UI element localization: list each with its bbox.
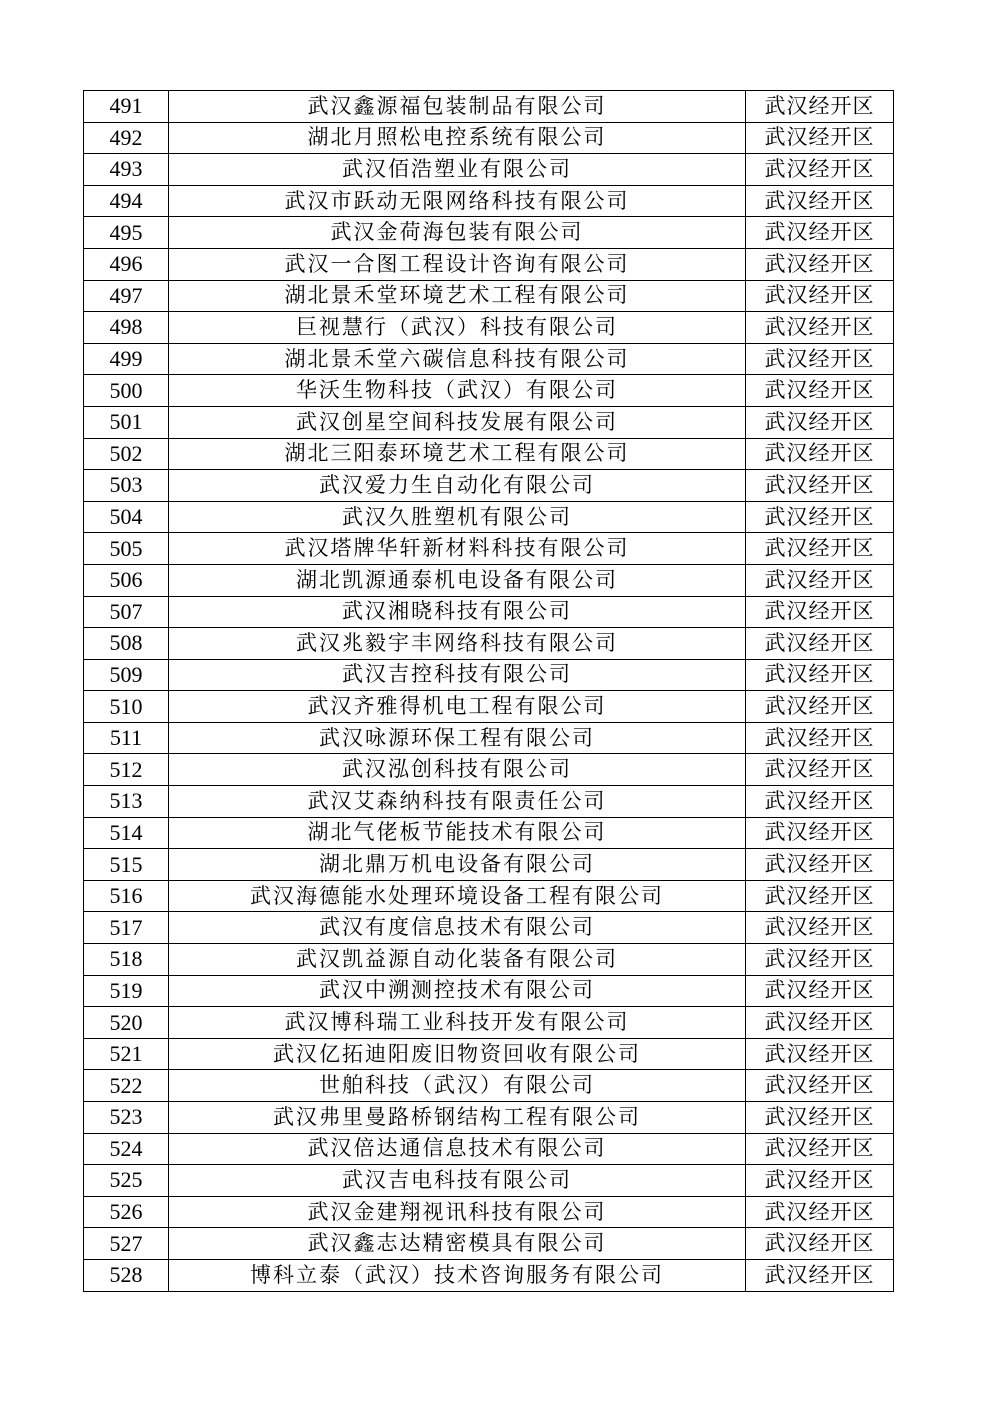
district-cell: 武汉经开区 bbox=[746, 91, 894, 123]
table-row bbox=[84, 343, 894, 375]
table-row bbox=[84, 1133, 894, 1165]
district-cell: 武汉经开区 bbox=[746, 944, 894, 976]
company-name-cell: 武汉一合图工程设计咨询有限公司 bbox=[169, 248, 746, 280]
table-row bbox=[84, 1102, 894, 1134]
row-number-cell: 522 bbox=[84, 1070, 169, 1102]
row-number-cell: 525 bbox=[84, 1165, 169, 1197]
company-name-cell: 武汉湘晓科技有限公司 bbox=[169, 596, 746, 628]
company-name-cell: 华沃生物科技（武汉）有限公司 bbox=[169, 375, 746, 407]
row-number-cell: 498 bbox=[84, 312, 169, 344]
district-cell: 武汉经开区 bbox=[746, 1102, 894, 1134]
company-name-cell: 武汉亿拓迪阳废旧物资回收有限公司 bbox=[169, 1038, 746, 1070]
row-number-cell: 510 bbox=[84, 691, 169, 723]
company-name-cell: 武汉金建翔视讯科技有限公司 bbox=[169, 1196, 746, 1228]
table-row bbox=[84, 596, 894, 628]
company-name-cell: 湖北月照松电控系统有限公司 bbox=[169, 122, 746, 154]
table-row bbox=[84, 470, 894, 502]
district-cell: 武汉经开区 bbox=[746, 659, 894, 691]
row-number-cell: 528 bbox=[84, 1259, 169, 1291]
company-list-table bbox=[83, 90, 894, 1292]
district-cell: 武汉经开区 bbox=[746, 1038, 894, 1070]
company-name-cell: 巨视慧行（武汉）科技有限公司 bbox=[169, 312, 746, 344]
row-number-cell: 503 bbox=[84, 470, 169, 502]
company-name-cell: 世舶科技（武汉）有限公司 bbox=[169, 1070, 746, 1102]
row-number-cell: 502 bbox=[84, 438, 169, 470]
table-row bbox=[84, 1007, 894, 1039]
table-row bbox=[84, 912, 894, 944]
district-cell: 武汉经开区 bbox=[746, 1070, 894, 1102]
table-row bbox=[84, 217, 894, 249]
district-cell: 武汉经开区 bbox=[746, 817, 894, 849]
row-number-cell: 506 bbox=[84, 564, 169, 596]
company-name-cell: 湖北景禾堂环境艺术工程有限公司 bbox=[169, 280, 746, 312]
district-cell: 武汉经开区 bbox=[746, 1007, 894, 1039]
company-name-cell: 武汉创星空间科技发展有限公司 bbox=[169, 406, 746, 438]
table-row bbox=[84, 248, 894, 280]
row-number-cell: 518 bbox=[84, 944, 169, 976]
table-row bbox=[84, 564, 894, 596]
company-name-cell: 武汉齐雅得机电工程有限公司 bbox=[169, 691, 746, 723]
district-cell: 武汉经开区 bbox=[746, 185, 894, 217]
table-row bbox=[84, 849, 894, 881]
table-row bbox=[84, 91, 894, 123]
table-row bbox=[84, 817, 894, 849]
table-row bbox=[84, 754, 894, 786]
company-name-cell: 武汉倍达通信息技术有限公司 bbox=[169, 1133, 746, 1165]
company-name-cell: 武汉吉电科技有限公司 bbox=[169, 1165, 746, 1197]
table-row bbox=[84, 533, 894, 565]
company-name-cell: 武汉泓创科技有限公司 bbox=[169, 754, 746, 786]
company-name-cell: 武汉鑫志达精密模具有限公司 bbox=[169, 1228, 746, 1260]
table-row bbox=[84, 1259, 894, 1291]
company-name-cell: 湖北景禾堂六碳信息科技有限公司 bbox=[169, 343, 746, 375]
company-name-cell: 武汉博科瑞工业科技开发有限公司 bbox=[169, 1007, 746, 1039]
district-cell: 武汉经开区 bbox=[746, 722, 894, 754]
row-number-cell: 495 bbox=[84, 217, 169, 249]
company-name-cell: 武汉弗里曼路桥钢结构工程有限公司 bbox=[169, 1102, 746, 1134]
company-name-cell: 湖北凯源通泰机电设备有限公司 bbox=[169, 564, 746, 596]
row-number-cell: 524 bbox=[84, 1133, 169, 1165]
table-row bbox=[84, 1165, 894, 1197]
table-row bbox=[84, 122, 894, 154]
company-name-cell: 武汉兆毅宇丰网络科技有限公司 bbox=[169, 628, 746, 660]
row-number-cell: 493 bbox=[84, 154, 169, 186]
district-cell: 武汉经开区 bbox=[746, 343, 894, 375]
table-row bbox=[84, 1038, 894, 1070]
row-number-cell: 526 bbox=[84, 1196, 169, 1228]
row-number-cell: 497 bbox=[84, 280, 169, 312]
district-cell: 武汉经开区 bbox=[746, 217, 894, 249]
table-row bbox=[84, 1070, 894, 1102]
row-number-cell: 517 bbox=[84, 912, 169, 944]
table-row bbox=[84, 944, 894, 976]
company-name-cell: 武汉凯益源自动化装备有限公司 bbox=[169, 944, 746, 976]
district-cell: 武汉经开区 bbox=[746, 501, 894, 533]
company-name-cell: 武汉塔牌华轩新材料科技有限公司 bbox=[169, 533, 746, 565]
company-name-cell: 武汉佰浩塑业有限公司 bbox=[169, 154, 746, 186]
company-name-cell: 武汉久胜塑机有限公司 bbox=[169, 501, 746, 533]
company-name-cell: 武汉艾森纳科技有限责任公司 bbox=[169, 786, 746, 818]
table-row bbox=[84, 154, 894, 186]
district-cell: 武汉经开区 bbox=[746, 375, 894, 407]
table-row bbox=[84, 691, 894, 723]
table-row bbox=[84, 786, 894, 818]
company-name-cell: 武汉咏源环保工程有限公司 bbox=[169, 722, 746, 754]
row-number-cell: 520 bbox=[84, 1007, 169, 1039]
company-name-cell: 武汉市跃动无限网络科技有限公司 bbox=[169, 185, 746, 217]
district-cell: 武汉经开区 bbox=[746, 1196, 894, 1228]
district-cell: 武汉经开区 bbox=[746, 1133, 894, 1165]
company-name-cell: 湖北气佬板节能技术有限公司 bbox=[169, 817, 746, 849]
company-name-cell: 武汉吉控科技有限公司 bbox=[169, 659, 746, 691]
row-number-cell: 491 bbox=[84, 91, 169, 123]
table-row bbox=[84, 880, 894, 912]
table-row bbox=[84, 280, 894, 312]
district-cell: 武汉经开区 bbox=[746, 1165, 894, 1197]
table-row bbox=[84, 375, 894, 407]
district-cell: 武汉经开区 bbox=[746, 975, 894, 1007]
row-number-cell: 512 bbox=[84, 754, 169, 786]
district-cell: 武汉经开区 bbox=[746, 1259, 894, 1291]
row-number-cell: 514 bbox=[84, 817, 169, 849]
row-number-cell: 504 bbox=[84, 501, 169, 533]
row-number-cell: 505 bbox=[84, 533, 169, 565]
district-cell: 武汉经开区 bbox=[746, 154, 894, 186]
district-cell: 武汉经开区 bbox=[746, 122, 894, 154]
district-cell: 武汉经开区 bbox=[746, 312, 894, 344]
row-number-cell: 519 bbox=[84, 975, 169, 1007]
district-cell: 武汉经开区 bbox=[746, 912, 894, 944]
district-cell: 武汉经开区 bbox=[746, 470, 894, 502]
company-name-cell: 湖北三阳泰环境艺术工程有限公司 bbox=[169, 438, 746, 470]
district-cell: 武汉经开区 bbox=[746, 786, 894, 818]
row-number-cell: 527 bbox=[84, 1228, 169, 1260]
table-row bbox=[84, 1196, 894, 1228]
row-number-cell: 507 bbox=[84, 596, 169, 628]
district-cell: 武汉经开区 bbox=[746, 880, 894, 912]
table-row bbox=[84, 975, 894, 1007]
company-name-cell: 武汉鑫源福包装制品有限公司 bbox=[169, 91, 746, 123]
district-cell: 武汉经开区 bbox=[746, 564, 894, 596]
district-cell: 武汉经开区 bbox=[746, 438, 894, 470]
company-name-cell: 武汉海德能水处理环境设备工程有限公司 bbox=[169, 880, 746, 912]
table-row bbox=[84, 312, 894, 344]
table-row bbox=[84, 438, 894, 470]
row-number-cell: 496 bbox=[84, 248, 169, 280]
table-row bbox=[84, 1228, 894, 1260]
row-number-cell: 509 bbox=[84, 659, 169, 691]
table-body bbox=[84, 91, 894, 1292]
table-row bbox=[84, 501, 894, 533]
row-number-cell: 501 bbox=[84, 406, 169, 438]
district-cell: 武汉经开区 bbox=[746, 628, 894, 660]
district-cell: 武汉经开区 bbox=[746, 1228, 894, 1260]
table-row bbox=[84, 659, 894, 691]
district-cell: 武汉经开区 bbox=[746, 280, 894, 312]
company-name-cell: 武汉爱力生自动化有限公司 bbox=[169, 470, 746, 502]
district-cell: 武汉经开区 bbox=[746, 849, 894, 881]
row-number-cell: 513 bbox=[84, 786, 169, 818]
table-row bbox=[84, 722, 894, 754]
row-number-cell: 499 bbox=[84, 343, 169, 375]
company-name-cell: 武汉金荷海包装有限公司 bbox=[169, 217, 746, 249]
district-cell: 武汉经开区 bbox=[746, 596, 894, 628]
row-number-cell: 515 bbox=[84, 849, 169, 881]
district-cell: 武汉经开区 bbox=[746, 533, 894, 565]
table-row bbox=[84, 628, 894, 660]
row-number-cell: 500 bbox=[84, 375, 169, 407]
table-row bbox=[84, 406, 894, 438]
district-cell: 武汉经开区 bbox=[746, 406, 894, 438]
row-number-cell: 523 bbox=[84, 1102, 169, 1134]
row-number-cell: 494 bbox=[84, 185, 169, 217]
district-cell: 武汉经开区 bbox=[746, 248, 894, 280]
row-number-cell: 492 bbox=[84, 122, 169, 154]
row-number-cell: 508 bbox=[84, 628, 169, 660]
table-row bbox=[84, 185, 894, 217]
company-name-cell: 湖北鼎万机电设备有限公司 bbox=[169, 849, 746, 881]
row-number-cell: 511 bbox=[84, 722, 169, 754]
company-name-cell: 博科立泰（武汉）技术咨询服务有限公司 bbox=[169, 1259, 746, 1291]
company-name-cell: 武汉中溯测控技术有限公司 bbox=[169, 975, 746, 1007]
district-cell: 武汉经开区 bbox=[746, 754, 894, 786]
row-number-cell: 516 bbox=[84, 880, 169, 912]
row-number-cell: 521 bbox=[84, 1038, 169, 1070]
company-name-cell: 武汉有度信息技术有限公司 bbox=[169, 912, 746, 944]
district-cell: 武汉经开区 bbox=[746, 691, 894, 723]
